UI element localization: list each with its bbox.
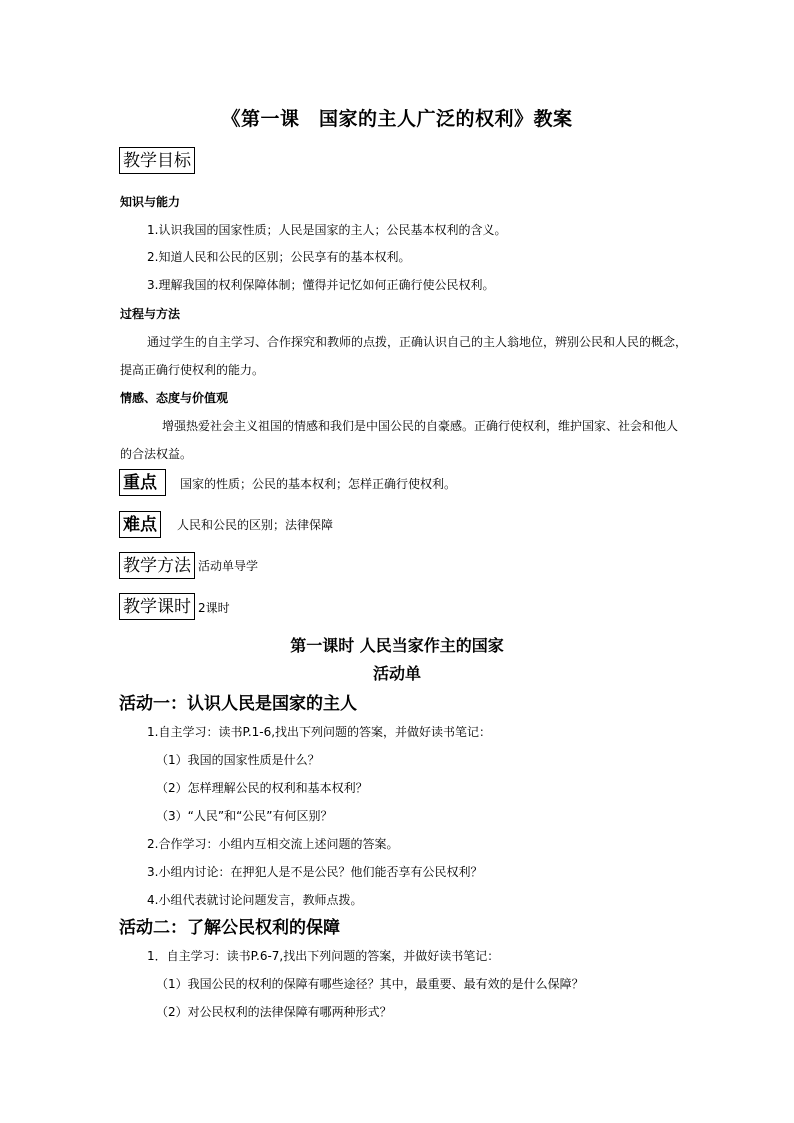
activity2-item: （2）对公民权利的法律保障有哪两种形式？: [156, 1005, 392, 1019]
method-label: 教学方法: [119, 552, 195, 579]
activity2-item: 1．自主学习：读书P.6-7,找出下列问题的答案，并做好读书笔记：: [147, 949, 500, 963]
activity2-item: （1）我国公民的权利的保障有哪些途径？其中，最重要、最有效的是什么保障？: [156, 977, 584, 991]
process-heading: 过程与方法: [120, 307, 181, 321]
process-line: 通过学生的自主学习、合作探究和教师的点拨，正确认识自己的主人翁地位，辨别公民和人民的概念，: [147, 335, 688, 349]
activity1-item: 4.小组代表就讨论问题发言，教师点拨。: [147, 893, 363, 907]
process-line: 提高正确行使权利的能力。: [120, 363, 265, 377]
activity-sheet-title: 活动单: [372, 664, 421, 683]
emotion-line: 增强热爱社会主义祖国的情感和我们是中国公民的自豪感。正确行使权利，维护国家、社会和他人: [162, 419, 679, 433]
activity1-item: 2.合作学习：小组内互相交流上述问题的答案。: [147, 837, 399, 851]
activity1-item: （2）怎样理解公民的权利和基本权利？: [156, 781, 368, 795]
activity1-item: 3.小组内讨论：在押犯人是不是公民？他们能否享有公民权利？: [147, 865, 483, 879]
document-title: 《第一课 国家的主人广泛的权利》教案: [221, 108, 573, 130]
emotion-line: 的合法权益。: [120, 447, 193, 461]
hours-text: 2课时: [198, 601, 230, 615]
activity1-item: （1）我国的国家性质是什么？: [156, 753, 320, 767]
hours-label: 教学课时: [119, 593, 195, 620]
activity1-heading: 活动一：认识人民是国家的主人: [119, 694, 357, 714]
difficulties-label: 难点: [119, 511, 161, 538]
knowledge-item: 3.理解我国的权利保障体制；懂得并记忆如何正确行使公民权利。: [147, 278, 495, 292]
emotion-heading: 情感、态度与价值观: [120, 391, 229, 405]
difficulties-text: 人民和公民的区别；法律保障: [177, 518, 334, 532]
knowledge-item: 1.认识我国的国家性质；人民是国家的主人；公民基本权利的含义。: [147, 223, 507, 237]
lesson-title: 第一课时 人民当家作主的国家: [290, 636, 504, 655]
activity2-heading: 活动二：了解公民权利的保障: [119, 918, 340, 938]
method-text: 活动单导学: [198, 559, 259, 573]
key-points-text: 国家的性质；公民的基本权利；怎样正确行使权利。: [180, 477, 457, 491]
activity1-item: （3）“人民”和“公民”有何区别？: [156, 809, 333, 823]
key-points-label: 重点: [119, 469, 166, 496]
activity1-item: 1.自主学习：读书P.1-6,找出下列问题的答案，并做好读书笔记：: [147, 725, 492, 739]
objectives-heading: 教学目标: [119, 147, 195, 174]
knowledge-heading: 知识与能力: [120, 195, 181, 209]
knowledge-item: 2.知道人民和公民的区别；公民享有的基本权利。: [147, 250, 411, 264]
